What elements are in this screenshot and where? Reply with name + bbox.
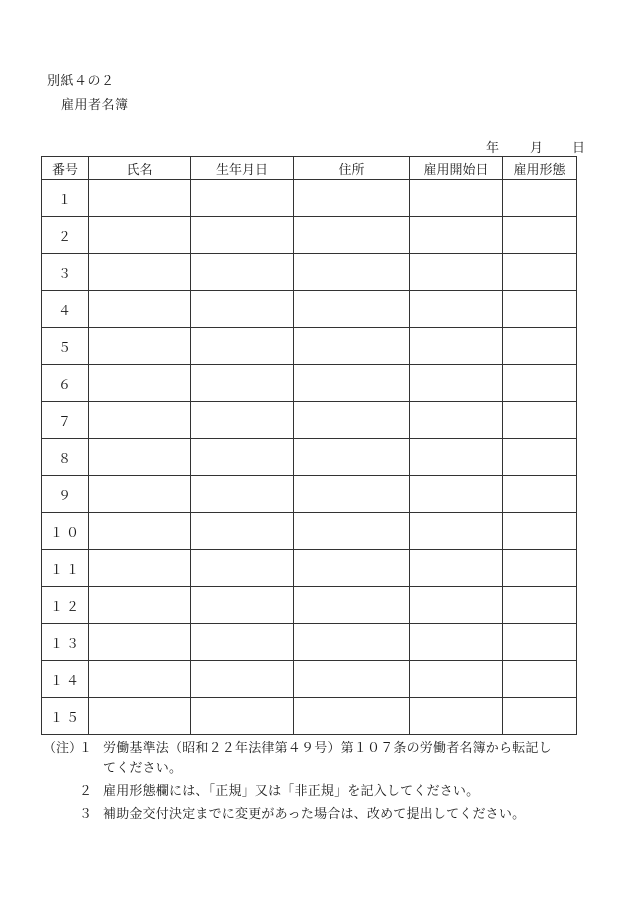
date-month-label: 月: [530, 141, 544, 156]
row-number-cell: ８: [42, 439, 89, 476]
date-day-label: 日: [572, 141, 586, 156]
table-row: [42, 661, 577, 698]
name-cell[interactable]: [89, 180, 191, 217]
table-row: [42, 180, 577, 217]
employment-start-cell[interactable]: [410, 180, 503, 217]
employment-type-cell[interactable]: [503, 624, 577, 661]
employment-type-cell[interactable]: [503, 365, 577, 402]
date-year-label: 年: [486, 141, 500, 156]
row-number-cell: １４: [42, 661, 89, 698]
employment-type-cell[interactable]: [503, 328, 577, 365]
table-row: [42, 624, 577, 661]
birthdate-cell[interactable]: [191, 180, 294, 217]
attachment-label: 別紙４の２: [47, 74, 115, 89]
note-item: [41, 739, 601, 779]
table-header-row: [42, 157, 577, 180]
row-number-cell: ７: [42, 402, 89, 439]
address-cell[interactable]: [294, 587, 410, 624]
column-header-employment-type: 雇用形態: [503, 157, 577, 180]
notes-section: [41, 739, 601, 828]
name-cell[interactable]: [89, 365, 191, 402]
address-cell[interactable]: [294, 328, 410, 365]
table-body: [42, 180, 577, 735]
address-cell[interactable]: [294, 402, 410, 439]
row-number-cell: ４: [42, 291, 89, 328]
employment-start-cell[interactable]: [410, 698, 503, 735]
birthdate-cell[interactable]: [191, 513, 294, 550]
table-row: [42, 365, 577, 402]
address-cell[interactable]: [294, 254, 410, 291]
birthdate-cell[interactable]: [191, 550, 294, 587]
address-cell[interactable]: [294, 476, 410, 513]
birthdate-cell[interactable]: [191, 439, 294, 476]
birthdate-cell[interactable]: [191, 587, 294, 624]
name-cell[interactable]: [89, 217, 191, 254]
address-cell[interactable]: [294, 513, 410, 550]
row-number-cell: ５: [42, 328, 89, 365]
note-text: 補助金交付決定までに変更があった場合は、改めて提出してください。: [103, 807, 526, 822]
name-cell[interactable]: [89, 587, 191, 624]
note-item: [41, 782, 601, 802]
name-cell[interactable]: [89, 513, 191, 550]
employment-type-cell[interactable]: [503, 513, 577, 550]
address-cell[interactable]: [294, 439, 410, 476]
date-line: [486, 137, 586, 156]
address-cell[interactable]: [294, 550, 410, 587]
birthdate-cell[interactable]: [191, 476, 294, 513]
employment-type-cell[interactable]: [503, 439, 577, 476]
note-number: ３: [79, 807, 93, 822]
document-title: 雇用者名簿: [61, 98, 129, 113]
address-cell[interactable]: [294, 291, 410, 328]
employment-start-cell[interactable]: [410, 402, 503, 439]
employment-start-cell[interactable]: [410, 291, 503, 328]
address-cell[interactable]: [294, 180, 410, 217]
employment-type-cell[interactable]: [503, 698, 577, 735]
table-row: [42, 476, 577, 513]
row-number-cell: ６: [42, 365, 89, 402]
employment-start-cell[interactable]: [410, 328, 503, 365]
employee-roster-table: [41, 156, 577, 735]
employment-type-cell[interactable]: [503, 180, 577, 217]
name-cell[interactable]: [89, 698, 191, 735]
name-cell[interactable]: [89, 439, 191, 476]
table-row: [42, 698, 577, 735]
row-number-cell: １０: [42, 513, 89, 550]
row-number-cell: １３: [42, 624, 89, 661]
note-number: ２: [79, 784, 93, 799]
row-number-cell: ３: [42, 254, 89, 291]
name-cell[interactable]: [89, 402, 191, 439]
row-number-cell: １１: [42, 550, 89, 587]
column-header-employment-start: 雇用開始日: [410, 157, 503, 180]
birthdate-cell[interactable]: [191, 661, 294, 698]
employment-type-cell[interactable]: [503, 217, 577, 254]
name-cell[interactable]: [89, 476, 191, 513]
name-cell[interactable]: [89, 624, 191, 661]
birthdate-cell[interactable]: [191, 254, 294, 291]
table-row: [42, 439, 577, 476]
birthdate-cell[interactable]: [191, 365, 294, 402]
name-cell[interactable]: [89, 661, 191, 698]
employment-type-cell[interactable]: [503, 550, 577, 587]
table-row: [42, 254, 577, 291]
birthdate-cell[interactable]: [191, 217, 294, 254]
notes-prefix: （注）: [43, 741, 83, 756]
name-cell[interactable]: [89, 254, 191, 291]
table-row: [42, 291, 577, 328]
table-row: [42, 217, 577, 254]
employment-start-cell[interactable]: [410, 439, 503, 476]
table-row: [42, 513, 577, 550]
employment-start-cell[interactable]: [410, 550, 503, 587]
employment-type-cell[interactable]: [503, 476, 577, 513]
note-number: １: [79, 741, 93, 756]
employment-start-cell[interactable]: [410, 624, 503, 661]
employment-type-cell[interactable]: [503, 291, 577, 328]
row-number-cell: １２: [42, 587, 89, 624]
address-cell[interactable]: [294, 698, 410, 735]
row-number-cell: １５: [42, 698, 89, 735]
employment-start-cell[interactable]: [410, 476, 503, 513]
employment-type-cell[interactable]: [503, 254, 577, 291]
employment-start-cell[interactable]: [410, 217, 503, 254]
employment-start-cell[interactable]: [410, 587, 503, 624]
address-cell[interactable]: [294, 217, 410, 254]
note-item: [41, 805, 601, 825]
name-cell[interactable]: [89, 328, 191, 365]
address-cell[interactable]: [294, 624, 410, 661]
birthdate-cell[interactable]: [191, 624, 294, 661]
column-header-name: 氏名: [89, 157, 191, 180]
employment-start-cell[interactable]: [410, 513, 503, 550]
row-number-cell: ９: [42, 476, 89, 513]
address-cell[interactable]: [294, 365, 410, 402]
table-row: [42, 587, 577, 624]
column-header-address: 住所: [294, 157, 410, 180]
table-row: [42, 328, 577, 365]
birthdate-cell[interactable]: [191, 328, 294, 365]
name-cell[interactable]: [89, 550, 191, 587]
address-cell[interactable]: [294, 661, 410, 698]
birthdate-cell[interactable]: [191, 402, 294, 439]
employment-start-cell[interactable]: [410, 365, 503, 402]
employment-type-cell[interactable]: [503, 661, 577, 698]
note-text: 雇用形態欄には、「正規」又は「非正規」を記入してください。: [103, 784, 480, 799]
name-cell[interactable]: [89, 291, 191, 328]
table-row: [42, 402, 577, 439]
note-text: 労働基準法（昭和２２年法律第４９号）第１０７条の労働者名簿から転記し てください。: [103, 741, 552, 776]
employment-type-cell[interactable]: [503, 587, 577, 624]
column-header-birthdate: 生年月日: [191, 157, 294, 180]
birthdate-cell[interactable]: [191, 698, 294, 735]
column-header-number: 番号: [42, 157, 89, 180]
employment-type-cell[interactable]: [503, 402, 577, 439]
row-number-cell: １: [42, 180, 89, 217]
birthdate-cell[interactable]: [191, 291, 294, 328]
employment-start-cell[interactable]: [410, 661, 503, 698]
row-number-cell: ２: [42, 217, 89, 254]
table-row: [42, 550, 577, 587]
employment-start-cell[interactable]: [410, 254, 503, 291]
